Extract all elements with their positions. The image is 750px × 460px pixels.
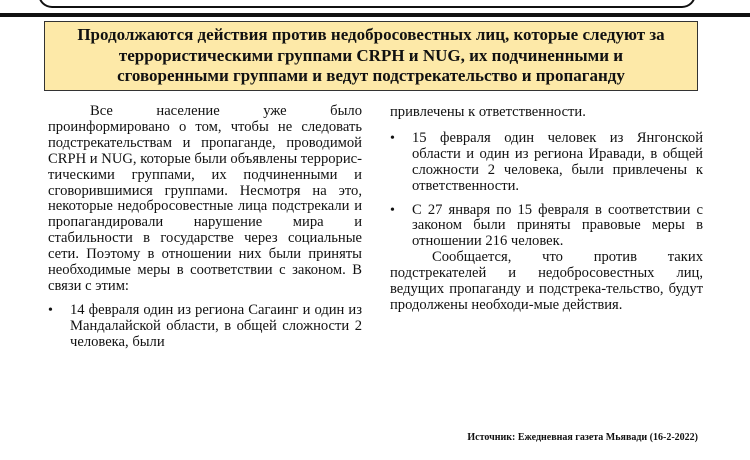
bullet-icon: • [48,302,53,318]
list-item-text: С 27 января по 15 февраля в соответствии с законом были приняты правовые меры в отношении 216 человек. [412,201,703,250]
headline-box [44,21,698,91]
list-item [390,131,703,195]
closing-paragraph: Сообщается, что против таких подстрекателей и недобросовестных лиц, ведущих пропаганду и подстрека-тельство, будут продолжены необходи-мые действия. [390,249,703,313]
intro-paragraph: Все население уже было проинформировано о том, чтобы не следовать подстрекательствам и пропаганде, проводимой CRPH и NUG, которые были объявлены террорис-тическими группами, их подчиненными и сговорившимися группами. Несмотря на это, некоторые недобросовестные лица подстрекали и пропагандировали нарушение мира и стабильности в государстве через социальные сети. Поэтому в отношении них были приняты необходимые меры в соответствии с законом. В связи с этим: [48,103,362,294]
list-item-text: 15 февраля один человек из Янгонской области и один из региона Иравади, в общей сложности 2 человека, были привлечены к ответственности. [412,129,703,194]
list-item [390,203,703,251]
left-column [48,104,362,351]
top-frame-decoration [38,0,696,8]
article-headline: Продолжаются действия против недобросовестных лиц, которые следуют за террористическими группами CRPH и NUG, их подчиненными и сговоренными группами и ведут подстрекательство и пропаганду [77,25,665,86]
bullet-icon: • [390,202,395,218]
right-column [390,105,703,314]
continuation-text: привлечены к ответственности. [390,104,586,120]
bullet-icon: • [390,130,395,146]
source-credit: Источник: Ежедневная газета Мьявади (16-2-2022) [467,432,698,443]
top-rule-divider [0,13,750,17]
list-item [48,303,362,351]
list-item-text: 14 февраля один из региона Сагаинг и один из Мандалайской области, в общей сложности 2 человека, были [70,301,362,350]
